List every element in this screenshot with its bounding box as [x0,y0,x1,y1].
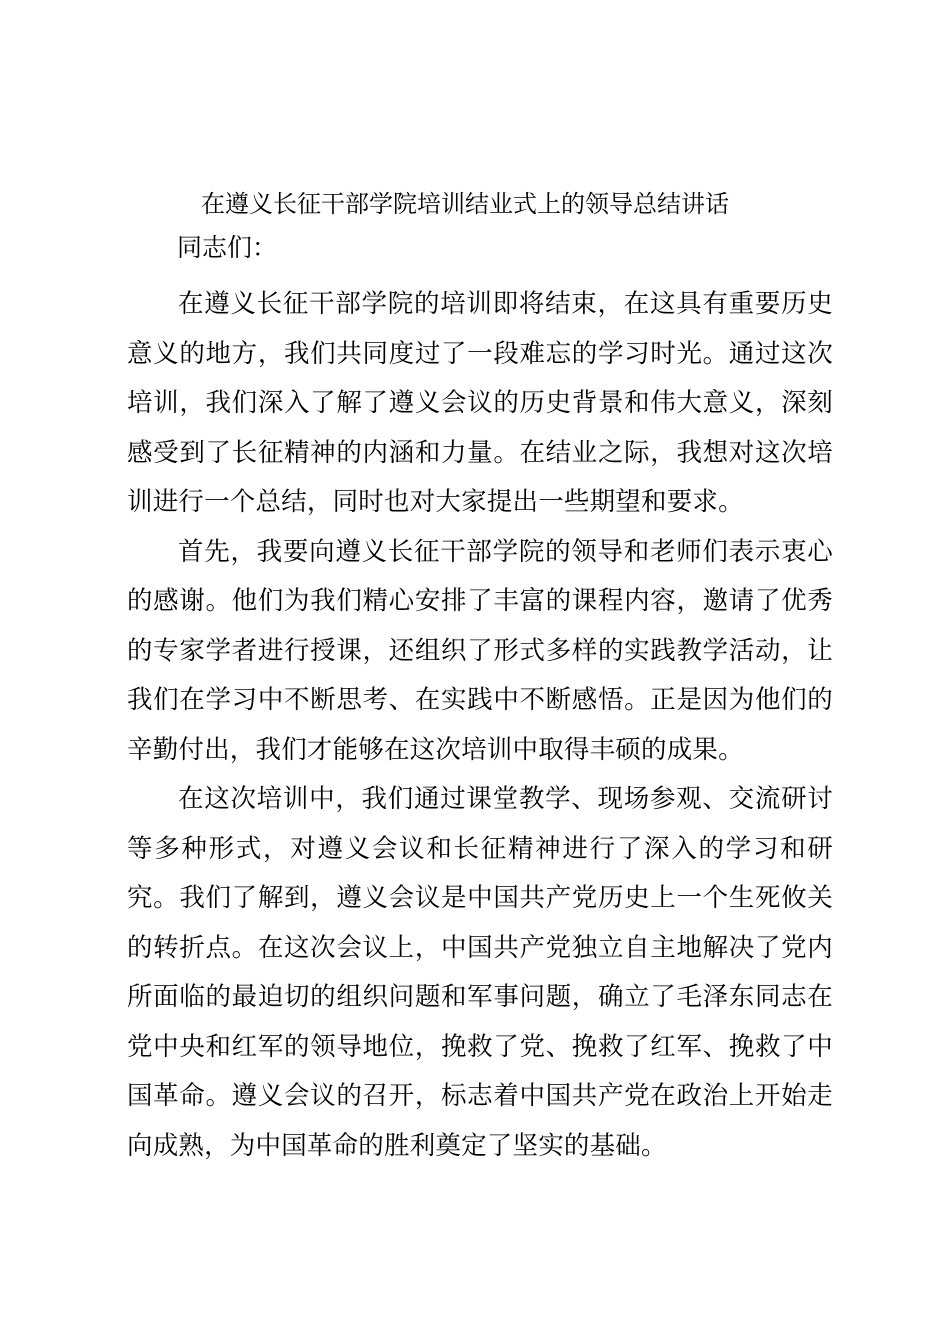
paragraph-2: 首先，我要向遵义长征干部学院的领导和老师们表示衷心的感谢。他们为我们精心安排了丰富的课程内容，邀请了优秀的专家学者进行授课，还组织了形式多样的实践教学活动，让我们在学习中不断思考、在实践中不断感悟。正是因为他们的辛勤付出，我们才能够在这次培训中取得丰硕的成果。 [127,536,833,765]
document-title: 在遵义长征干部学院培训结业式上的领导总结讲话 [201,190,729,218]
salutation: 同志们： [177,233,278,262]
paragraph-1: 在遵义长征干部学院的培训即将结束，在这具有重要历史意义的地方，我们共同度过了一段难忘的学习时光。通过这次培训，我们深入了解了遵义会议的历史背景和伟大意义，深刻感受到了长征精神的内涵和力量。在结业之际，我想对这次培训进行一个总结，同时也对大家提出一些期望和要求。 [127,289,833,517]
paragraph-3: 在这次培训中，我们通过课堂教学、现场参观、交流研讨等多种形式，对遵义会议和长征精神进行了深入的学习和研究。我们了解到，遵义会议是中国共产党历史上一个生死攸关的转折点。在这次会议上，中国共产党独立自主地解决了党内所面临的最迫切的组织问题和军事问题，确立了毛泽东同志在党中央和红军的领导地位，挽救了党、挽救了红军、挽救了中国革命。遵义会议的召开，标志着中国共产党在政治上开始走向成熟，为中国革命的胜利奠定了坚实的基础。 [127,784,833,1161]
document-page [127,186,833,1171]
